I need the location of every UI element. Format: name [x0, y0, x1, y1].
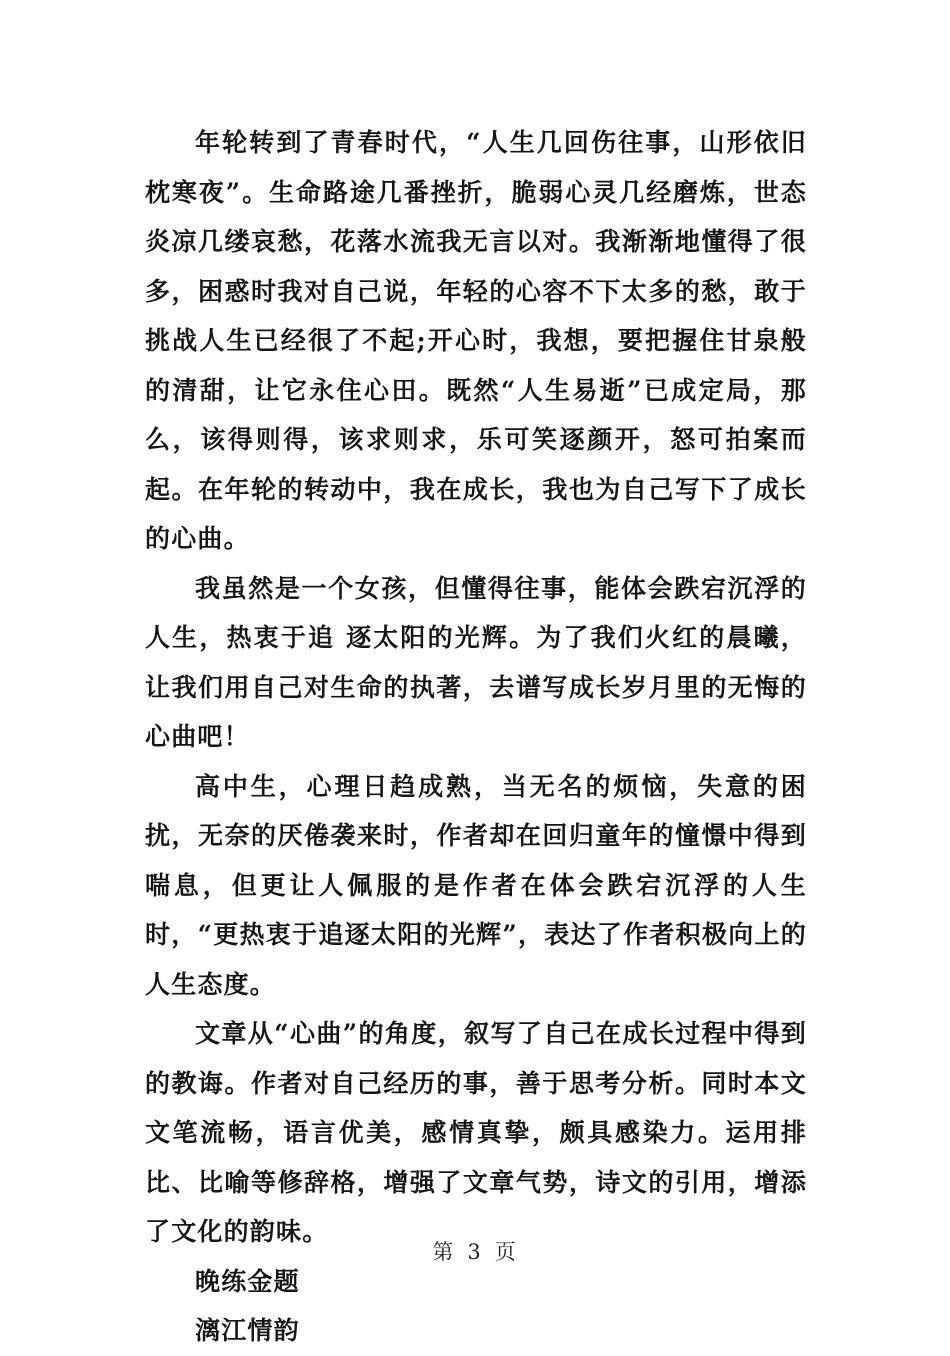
paragraph-comment-1: 高中生，心理日趋成熟，当无名的烦恼，失意的困扰，无奈的厌倦袭来时，作者却在回归童年的憧憬中得到喘息，但更让人佩服的是作者在体会跌宕沉浮的人生时，“更热衷于追逐太阳的光辉”，表达了作者积极向上的人生态度。: [145, 771, 807, 999]
paragraph-girl: 我虽然是一个女孩，但懂得往事，能体会跌宕沉浮的人生，热衷于追 逐太阳的光辉。为了我们火红的晨曦，让我们用自己对生命的执著，去谱写成长岁月里的无悔的心曲吧！: [145, 573, 807, 751]
paragraph-comment-2: 文章从“心曲”的角度，叙写了自己在成长过程中得到的教诲。作者对自己经历的事，善于思考分析。同时本文文笔流畅，语言优美，感情真挚，颇具感染力。运用排比、比喻等修辞格，增强了文章气势，诗文的引用，增添了文化的韵味。: [145, 1019, 807, 1246]
document-body: [145, 118, 807, 1356]
paragraph-youth: 年轮转到了青春时代，“人生几回伤往事，山形依旧枕寒夜”。生命路途几番挫折，脆弱心灵几经磨炼，世态炎凉几缕哀愁，花落水流我无言以对。我渐渐地懂得了很多，困惑时我对自己说，年轻的心容不下太多的愁，敢于挑战人生已经很了不起;开心时，我想，要把握住甘泉般的清甜，让它永住心田。既然“人生易逝”已成定局，那么，该得则得，该求则求，乐可笑逐颜开，怒可拍案而起。在年轮的转动中，我在成长，我也为自己写下了成长的心曲。: [145, 128, 807, 553]
section-heading-exercise: 晚练金题: [195, 1266, 300, 1296]
page-number-suffix: 页: [494, 1240, 518, 1264]
page-footer: [0, 1236, 950, 1266]
section-heading-title: 漓江情韵: [195, 1316, 300, 1345]
page-number: 3: [467, 1240, 483, 1264]
page-number-prefix: 第: [432, 1240, 456, 1264]
